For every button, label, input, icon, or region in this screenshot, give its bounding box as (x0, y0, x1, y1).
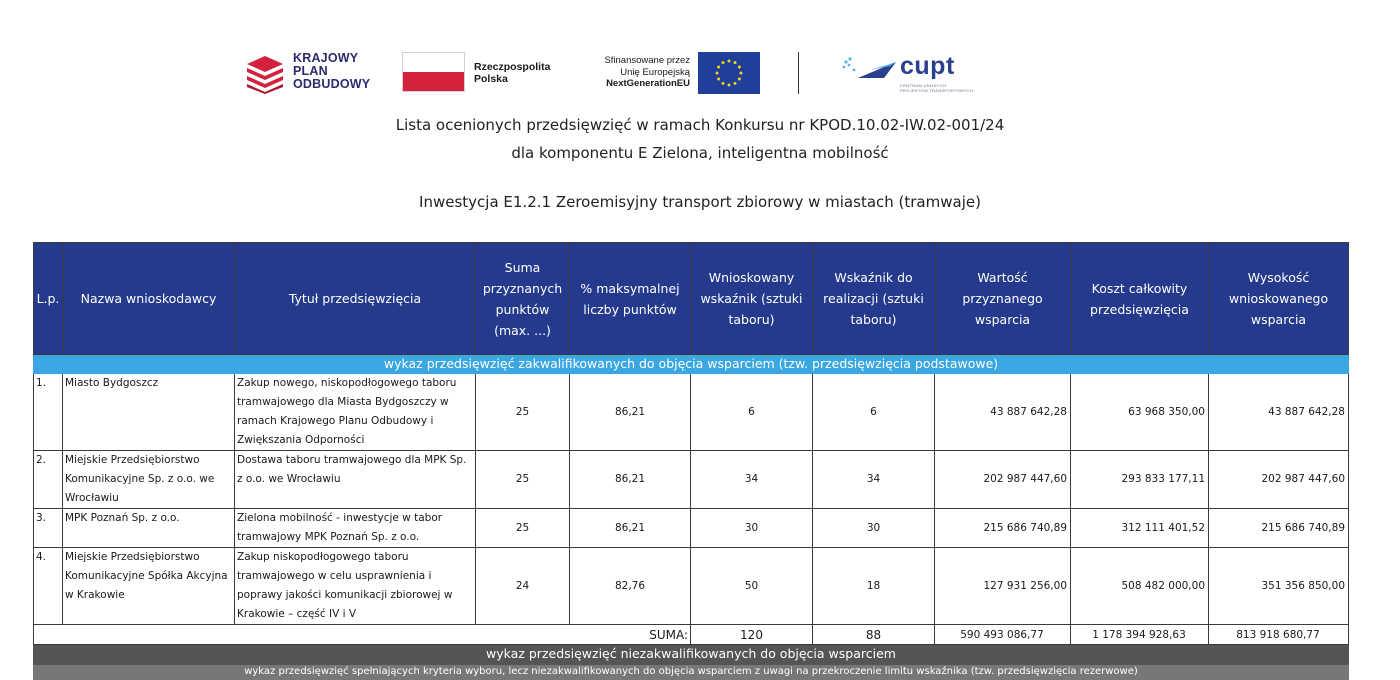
cupt-subtitle (900, 83, 973, 93)
cell-total-cost: 312 111 401,52 (1071, 509, 1209, 548)
eu-star-icon (734, 61, 737, 64)
cell-lp: 3. (34, 509, 63, 548)
eu-star-icon (717, 78, 720, 81)
eu-star-icon (728, 84, 731, 87)
eu-star-icon (717, 66, 720, 69)
table-row (34, 374, 1349, 451)
cell-requested: 50 (691, 548, 813, 625)
logo-divider (798, 52, 799, 94)
cell-indicator: 18 (813, 548, 935, 625)
document-title: Lista ocenionych przedsięwzięć w ramach Konkursu nr KPOD.10.02-IW.02-001/24 (395, 116, 1005, 134)
eu-star-icon (740, 72, 743, 75)
cell-requested-support: 43 887 642,28 (1209, 374, 1349, 451)
header-points-sum: Suma przyznanych punktów (max. ...) (476, 243, 570, 355)
cell-pct: 86,21 (570, 451, 691, 509)
sum-total-cost: 1 178 394 928,63 (1071, 625, 1209, 645)
cell-support-value: 127 931 256,00 (935, 548, 1071, 625)
band-reserve (34, 665, 1349, 680)
cell-total-cost: 508 482 000,00 (1071, 548, 1209, 625)
table-row (34, 451, 1349, 509)
cupt-logo (840, 50, 1010, 100)
rp-line-2: Polska (474, 73, 508, 85)
kpo-line-3: ODBUDOWY (293, 77, 371, 91)
header-requested-indicator: Wnioskowany wskaźnik (sztuki taboru) (691, 243, 813, 355)
header-indicator: Wskaźnik do realizacji (sztuki taboru) (813, 243, 935, 355)
cell-points: 25 (476, 451, 570, 509)
eu-star-icon (738, 66, 741, 69)
rp-logo (402, 52, 562, 96)
document-subtitle: dla komponentu E Zielona, inteligentna mobilność (511, 144, 889, 162)
sum-indicator: 88 (813, 625, 935, 645)
band-reserve-label: wykaz przedsięwzięć spełniających kryteria wyboru, lecz niezakwalifikowanych do objęcia wsparciem z uwagi na przekroczenie limitu wskaźnika (tzw. przedsięwzięcia rezerwowe) (34, 665, 1349, 680)
cell-applicant: Miasto Bydgoszcz (63, 374, 235, 451)
cell-pct: 86,21 (570, 509, 691, 548)
cell-pct: 82,76 (570, 548, 691, 625)
eu-star-icon (734, 82, 737, 85)
header-total-cost: Koszt całkowity przedsięwzięcia (1071, 243, 1209, 355)
poland-flag-icon (402, 52, 465, 92)
cupt-swoosh-icon (840, 52, 898, 88)
cell-support-value: 215 686 740,89 (935, 509, 1071, 548)
eu-logo (575, 52, 760, 96)
band-qualified (34, 355, 1349, 374)
band-not-qualified (34, 645, 1349, 665)
table-header-row (34, 243, 1349, 355)
eu-line-3: NextGenerationEU (606, 78, 690, 89)
cell-requested: 34 (691, 451, 813, 509)
eu-wordmark (604, 55, 690, 90)
cell-lp: 2. (34, 451, 63, 509)
cell-total-cost: 63 968 350,00 (1071, 374, 1209, 451)
eu-flag-icon (698, 52, 760, 94)
kpo-logo (245, 52, 385, 96)
sum-label: SUMA: (34, 625, 691, 645)
eu-star-icon (722, 82, 725, 85)
header-requested-support: Wysokość wnioskowanego wsparcia (1209, 243, 1349, 355)
cell-project-title: Zakup nowego, niskopodłogowego taboru tramwajowego dla Miasta Bydgoszczy w ramach Krajowego Planu Odbudowy i Zwiększania Odporności (235, 374, 476, 451)
kpo-line-1: KRAJOWY (293, 51, 359, 65)
cell-points: 25 (476, 509, 570, 548)
sum-row (34, 625, 1349, 645)
header-lp: L.p. (34, 243, 63, 355)
cell-lp: 4. (34, 548, 63, 625)
rp-line-1: Rzeczpospolita (474, 61, 551, 73)
rp-wordmark (474, 61, 550, 85)
kpo-line-2: PLAN (293, 64, 328, 78)
cell-points: 24 (476, 548, 570, 625)
cell-indicator: 34 (813, 451, 935, 509)
cell-support-value: 43 887 642,28 (935, 374, 1071, 451)
band-not-qualified-label: wykaz przedsięwzięć niezakwalifikowanych do objęcia wsparciem (34, 645, 1349, 665)
table-row (34, 509, 1349, 548)
kpo-emblem-icon (245, 54, 285, 94)
eu-star-icon (722, 61, 725, 64)
cell-requested-support: 215 686 740,89 (1209, 509, 1349, 548)
cell-requested-support: 351 356 850,00 (1209, 548, 1349, 625)
eu-star-icon (716, 72, 719, 75)
header-points-pct: % maksymalnej liczby punktów (570, 243, 691, 355)
cell-indicator: 30 (813, 509, 935, 548)
header-project-title: Tytuł przedsięwzięcia (235, 243, 476, 355)
cell-project-title: Zielona mobilność - inwestycje w tabor tramwajowy MPK Poznań Sp. z o.o. (235, 509, 476, 548)
cell-project-title: Zakup niskopodłogowego taboru tramwajowego w celu usprawnienia i poprawy jakości komunikacji zbiorowej w Krakowie – część IV i V (235, 548, 476, 625)
investment-title: Inwestycja E1.2.1 Zeroemisyjny transport zbiorowy w miastach (tramwaje) (419, 193, 981, 211)
cell-requested-support: 202 987 447,60 (1209, 451, 1349, 509)
cell-support-value: 202 987 447,60 (935, 451, 1071, 509)
sum-requested: 120 (691, 625, 813, 645)
cupt-sub-line-2: PROJEKTÓW TRANSPORTOWYCH (900, 88, 974, 93)
eu-star-icon (738, 78, 741, 81)
cell-requested: 6 (691, 374, 813, 451)
header-applicant: Nazwa wnioskodawcy (63, 243, 235, 355)
eu-line-2: Unię Europejską (620, 66, 690, 78)
cell-applicant: MPK Poznań Sp. z o.o. (63, 509, 235, 548)
cell-indicator: 6 (813, 374, 935, 451)
cell-total-cost: 293 833 177,11 (1071, 451, 1209, 509)
kpo-wordmark (293, 52, 370, 91)
table-row (34, 548, 1349, 625)
cell-project-title: Dostawa taboru tramwajowego dla MPK Sp. z o.o. we Wrocławiu (235, 451, 476, 509)
cell-lp: 1. (34, 374, 63, 451)
cell-requested: 30 (691, 509, 813, 548)
logo-bar (245, 50, 1005, 100)
band-qualified-label: wykaz przedsięwzięć zakwalifikowanych do objęcia wsparciem (tzw. przedsięwzięcia podstawowe) (34, 355, 1349, 374)
cell-applicant: Miejskie Przedsiębiorstwo Komunikacyjne Spółka Akcyjna w Krakowie (63, 548, 235, 625)
cupt-sub-line-1: CENTRUM UNIJNYCH (900, 83, 947, 88)
cell-pct: 86,21 (570, 374, 691, 451)
eu-line-1: Sfinansowane przez (604, 55, 690, 66)
projects-table (33, 242, 1349, 680)
sum-support-value: 590 493 086,77 (935, 625, 1071, 645)
sum-requested-support: 813 918 680,77 (1209, 625, 1349, 645)
cell-points: 25 (476, 374, 570, 451)
cupt-wordmark: cupt (900, 52, 955, 80)
header-support-value: Wartość przyznanego wsparcia (935, 243, 1071, 355)
eu-star-icon (728, 60, 731, 63)
cell-applicant: Miejskie Przedsiębiorstwo Komunikacyjne Sp. z o.o. we Wrocławiu (63, 451, 235, 509)
